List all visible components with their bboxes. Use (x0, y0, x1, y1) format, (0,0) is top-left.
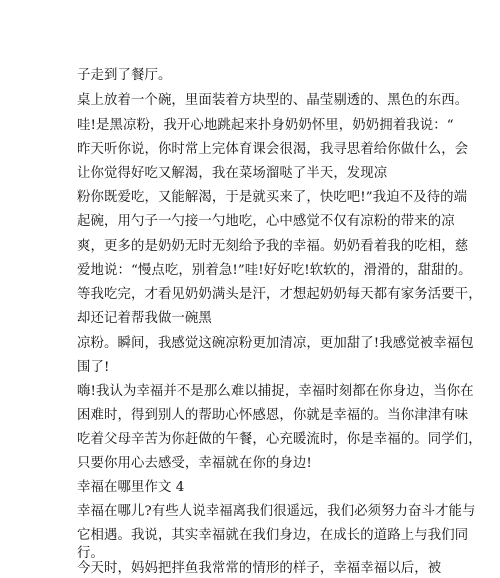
text-line: 让你觉得好吃又解渴，我在菜场溜哒了半天，发现凉 (77, 166, 388, 181)
text-line: 吃着父母辛苦为你赶做的午餐，心充暖流时，你是幸福的。同学们， (77, 432, 482, 447)
text-line: 围了! (77, 360, 110, 375)
text-line: 只要你用心去感受，幸福就在你的身边! (77, 456, 312, 471)
text-line: 它相遇。我说，其实幸福就在我们身边，在成长的道路上与我们同 (77, 528, 469, 543)
section-heading: 幸福在哪里作文 4 (77, 480, 185, 495)
text-line: 子走到了餐厅。 (77, 68, 172, 83)
text-line: 起碗，用勺子一勺接一勺地吃，心中感觉不仅有凉粉的带来的凉 (77, 214, 455, 229)
text-line: 等我吃完，才看见奶奶满头是汗，才想起奶奶每天都有家务活要干， (77, 287, 482, 302)
text-line: 却还记着帮我做一碗黑 (77, 311, 212, 326)
text-line: 昨天听你说，你时常上完体育课会很渴，我寻思着给你做什么，会 (77, 142, 469, 157)
text-line: 粉你既爱吃，又能解渴，于是就买来了，快吃吧!”我迫不及待的端 (77, 190, 468, 205)
text-line: 困难时，得到别人的帮助心怀感恩，你就是幸福的。当你津津有味 (77, 408, 469, 423)
text-line: 嗨!我认为幸福并不是那么难以捕捉，幸福时刻都在你身边，当你在 (77, 384, 474, 399)
text-line: 爽，更多的是奶奶无时无刻给予我的幸福。奶奶看着我的吃相，慈 (77, 239, 469, 254)
text-line: 桌上放着一个碗，里面装着方块型的、晶莹剔透的、黑色的东西。 (77, 93, 469, 108)
text-line: 哇!是黑凉粉，我开心地跳起来扑身奶奶怀里，奶奶拥着我说：“ (77, 118, 454, 133)
text-line: 凉粉。瞬间，我感觉这碗凉粉更加清凉，更加甜了!我感觉被幸福包 (77, 336, 474, 351)
text-line-partial: 今天时，妈妈把拌鱼我常常的情形的样子，幸福幸福以后，被 (77, 561, 442, 576)
text-line: 爱地说：“慢点吃，别着急!”哇!好好吃!软软的，滑滑的，甜甜的。 (77, 263, 472, 278)
text-line: 幸福在哪儿?有些人说幸福离我们很遥远，我们必须努力奋斗才能与 (77, 504, 476, 519)
text-line: 行。 (77, 546, 104, 561)
